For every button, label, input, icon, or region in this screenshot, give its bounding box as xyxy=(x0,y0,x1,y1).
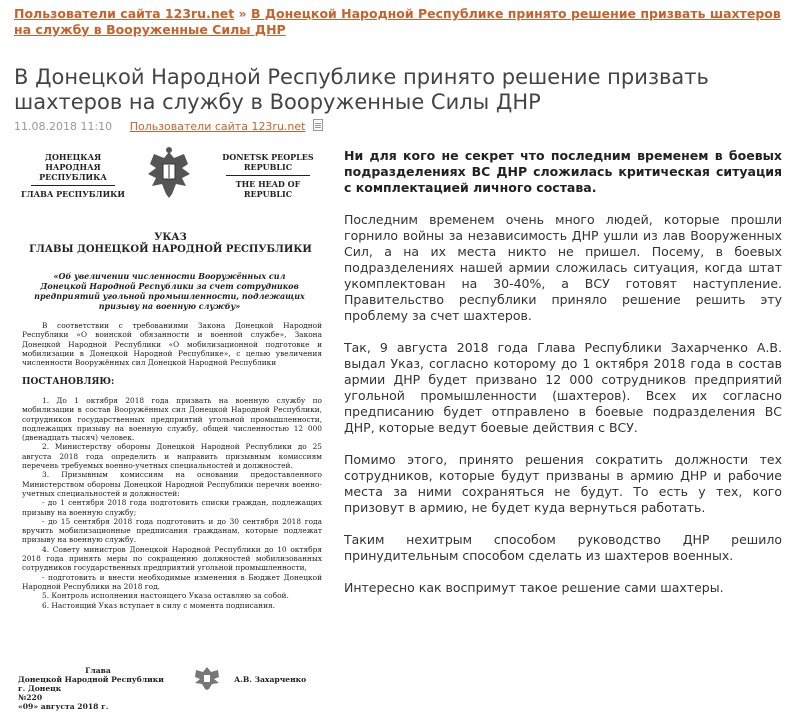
decree-item: - до 1 сентября 2018 года подготовить списки граждан, подлежащих призыву на военную службу; xyxy=(22,498,322,517)
decree-sign-title: Глава xyxy=(85,666,111,675)
breadcrumb-parent-link[interactable]: Пользователи сайта 123ru.net xyxy=(14,6,235,21)
article-paragraph: Последним временем очень много людей, которые прошли горнило войны за независимость ДНР ушли из лав Вооруженных Сил, а на их места никто не пришел. Посему, в боевых подразделениях нашей армии сложилась ситуация, когда штат укомплектован на 30-40%, а ВСУ готовят наступление. Правительство республики приняло решение решить эту проблему за счет шахтеров. xyxy=(344,212,782,323)
breadcrumb xyxy=(14,6,794,38)
document-icon[interactable] xyxy=(313,119,323,131)
article-paragraph: Помимо этого, принято решения сократить должности тех сотрудников, которые будут призваны в армию ДНР и рабочие места за ними сохраняться не будут. То есть у тех, кого призовут в армию, не будет куда вернуться работать. xyxy=(344,452,782,515)
dnr-emblem-icon xyxy=(144,146,194,202)
decree-item: 4. Совету министров Донецкой Народной Республики до 10 октября 2018 года принять меры по сокращению должностей мобилизованных сотрудников государственных предприятий угольной промышленности, xyxy=(22,544,322,573)
article-meta xyxy=(14,119,323,133)
decree-sign-number: №220 xyxy=(18,693,43,702)
article-lead: Ни для кого не секрет что последним временем в боевых подразделениях ВС ДНР сложилась критическая ситуация с комплектацией личного состава. xyxy=(344,148,782,195)
article-paragraph: Таким нехитрым способом руководство ДНР решило принудительным способом сделать из шахтеров военных. xyxy=(344,532,782,563)
decree-item: 2. Министерству обороны Донецкой Народной Республики до 25 августа 2018 года определить и направить призывным комиссиям перечень требуемых военно-учетных специальностей и должностей. xyxy=(22,442,322,471)
decree-document-image xyxy=(8,140,333,719)
decree-header-right-line3: THE HEAD OF REPUBLIC xyxy=(235,179,301,199)
breadcrumb-separator: » xyxy=(238,6,247,21)
decree-item: - до 15 сентября 2018 года подготовить и до 30 сентября 2018 года вручить мобилизационные предписания гражданам, которые подлежат призыву на военную службу. xyxy=(22,516,322,545)
decree-header-left-line2: РЕСПУБЛИКА xyxy=(39,172,107,182)
decree-item: 1. До 1 октября 2018 года призвать на военную службу по мобилизации в состав Вооружённых сил Донецкой Народной Республики, сотрудников государственных предприятий угольной промышленности, подлежащих призыву на военную службу, общей численностью 12 000 (двенадцать тысяч) человек. xyxy=(22,396,322,443)
decree-items xyxy=(22,396,322,610)
decree-item: 6. Настоящий Указ вступает в силу с момента подписания. xyxy=(42,600,276,610)
decree-item: 3. Призывным комиссиям на основании предоставленного Министерством обороны Донецкой Народной Республики перечня военно-учетных специальностей и должностей: xyxy=(22,470,322,498)
article-date: 11.08.2018 11:10 xyxy=(14,120,113,133)
decree-sign-date: «09» августа 2018 г. xyxy=(18,702,109,711)
decree-title-1: УКАЗ xyxy=(154,232,187,243)
decree-title-2: ГЛАВЫ ДОНЕЦКОЙ НАРОДНОЙ РЕСПУБЛИКИ xyxy=(29,244,312,255)
decree-header-right-line2: REPUBLIC xyxy=(243,162,293,172)
decree-header-left xyxy=(18,152,128,199)
decree-subtitle: «Об увеличении численности Вооружённых сил Донецкой Народной Республики за счет сотрудников предприятий угольной промышленности, подлежащих призыву на военную службу» xyxy=(34,271,305,311)
decree-preamble: В соответствии с требованиями Закона Донецкой Народной Республики «О воинской обязанности и военной службе», Закона Донецкой Народной Республики «О мобилизационной подготовке и мобилизации в Донецкой Народной Республике», с целью увеличения численности Вооружённых сил Донецкой Народной Республики xyxy=(22,321,322,368)
article-body xyxy=(344,148,782,612)
page-title: В Донецкой Народной Республике принято решение призвать шахтеров на службу в Вооруженные Силы ДНР xyxy=(14,65,709,114)
decree-header-left-line3: ГЛАВА РЕСПУБЛИКИ xyxy=(20,189,125,199)
article-paragraph: Интересно как воспримут такое решение сами шахтеры. xyxy=(344,580,724,595)
article-paragraph: Так, 9 августа 2018 года Глава Республики Захарченко А.В. выдал Указ, согласно которому до 1 октября 2018 года в состав армии ДНР будет призвано 12 000 сотрудников предприятий угольной промышленности (шахтеров). Всех их согласно предписанию будет отправлено в боевые подразделения ВС ДНР, которые ведут боевые действия с ВСУ. xyxy=(344,340,782,435)
author-link[interactable]: Пользователи сайта 123ru.net xyxy=(129,120,306,133)
decree-item: 5. Контроль исполнения настоящего Указа оставляю за собой. xyxy=(42,591,289,601)
decree-resolve: ПОСТАНОВЛЯЮ: xyxy=(22,377,115,387)
breadcrumb-current-link[interactable]: В Донецкой Народной Республике принято решение призвать шахтеров на службу в Вооруженные Силы ДНР xyxy=(14,6,781,37)
decree-signature-block xyxy=(18,666,178,711)
decree-title xyxy=(8,232,333,256)
decree-signatory: А.В. Захарченко xyxy=(234,675,307,684)
decree-sign-city: г. Донецк xyxy=(18,684,62,693)
decree-item: - подготовить и внести необходимые изменения в Бюджет Донецкой Народной Республики на 2018 год. xyxy=(22,572,322,591)
decree-header-left-line1: ДОНЕЦКАЯ НАРОДНАЯ xyxy=(44,152,102,172)
decree-sign-title-2: Донецкой Народной Республики xyxy=(18,675,164,684)
emblem-seal-icon xyxy=(192,665,222,691)
decree-header-right xyxy=(213,152,323,199)
decree-header-right-line1: DONETSK PEOPLES xyxy=(222,152,314,162)
